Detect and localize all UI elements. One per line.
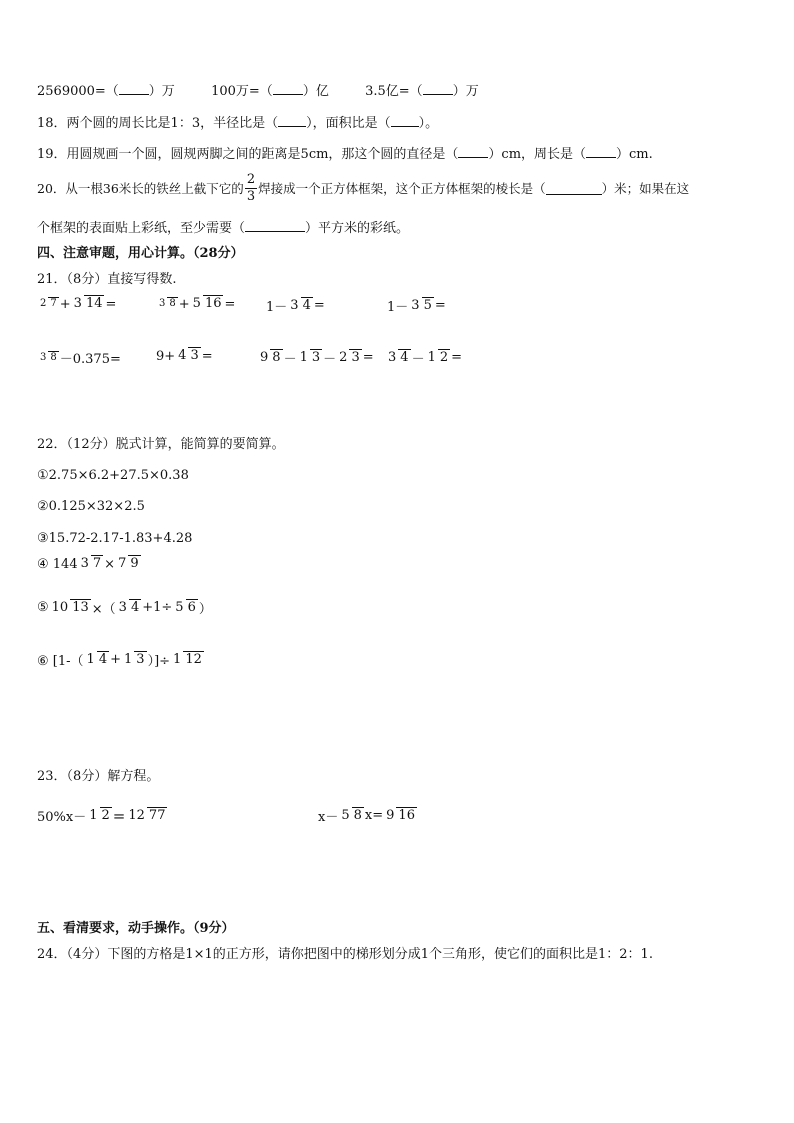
q17-row: 2569000=（ ）万 100万=（ ）亿 3.5亿=（ ）万 — [37, 84, 479, 99]
q21-expr-8: 3 4 － 1 2 = — [388, 349, 463, 367]
answer-blank[interactable] — [586, 145, 616, 158]
answer-blank[interactable] — [391, 114, 419, 127]
question-18: 18．两个圆的周长比是1：3，半径比是（ ），面积比是（ ）。 — [37, 116, 439, 131]
q22-item-4: ④ 144 3 7 × 7 9 — [37, 556, 139, 572]
q22-item-1: ①2.75×6.2+27.5×0.38 — [37, 468, 189, 483]
section-4-heading: 四、注意审题，用心计算。（28分） — [37, 246, 244, 261]
q21-expr-2: 3 8 + 5 16 = — [159, 296, 236, 312]
question-20: 20．从一根36米长的铁丝上截下它的 2 3 焊接成一个正方体框架，这个正方体框架的棱长是（ ）米；如果在这 — [37, 172, 690, 204]
question-22-title: 22．（12分）脱式计算，能简算的要简算。 — [37, 437, 285, 452]
q22-item-3: ③15.72-2.17-1.83+4.28 — [37, 531, 193, 546]
question-20-cont: 个框架的表面贴上彩纸，至少需要（ ）平方米的彩纸。 — [37, 221, 410, 236]
q21-expr-5: 3 8 －0.375= — [40, 351, 121, 367]
answer-blank[interactable] — [546, 182, 602, 195]
q23-equation-2: x－ 5 8 x= 9 16 — [318, 807, 415, 825]
q22-item-6: ⑥ [1-（ 1 4 + 1 3 ）]÷ 1 12 — [37, 651, 202, 669]
question-24: 24．（4分）下图的方格是1×1的正方形，请你把图中的梯形划分成1个三角形，使它们的面积比是1：2：1. — [37, 947, 653, 962]
question-23-title: 23．（8分）解方程。 — [37, 769, 160, 784]
q21-expr-4: 1－ 3 5 = — [387, 297, 446, 315]
q21-expr-7: 9 8 － 1 3 － 2 3 = — [260, 349, 374, 367]
q22-item-5: ⑤ 10 13 ×（ 3 4 +1÷ 5 6 ） — [37, 599, 212, 617]
q22-item-2: ②0.125×32×2.5 — [37, 499, 145, 514]
answer-blank[interactable] — [273, 82, 303, 95]
question-19: 19．用圆规画一个圆，圆规两脚之间的距离是5cm，那这个圆的直径是（ ）cm，周长是（ ）cm. — [37, 147, 653, 162]
q21-expr-6: 9+ 4 3 = — [156, 348, 213, 364]
answer-blank[interactable] — [458, 145, 488, 158]
q23-equation-1: 50%x－ 1 2 = 12 77 — [37, 806, 166, 825]
section-5-heading: 五、看清要求，动手操作。（9分） — [37, 921, 235, 936]
answer-blank[interactable] — [278, 114, 306, 127]
answer-blank[interactable] — [245, 219, 305, 232]
q21-expr-1: 2 7 + 3 14 = — [40, 296, 117, 312]
q21-expr-3: 1－ 3 4 = — [266, 297, 325, 315]
question-21-title: 21．（8分）直接写得数. — [37, 272, 177, 287]
answer-blank[interactable] — [423, 82, 453, 95]
answer-blank[interactable] — [119, 82, 149, 95]
fraction: 2 3 — [246, 172, 256, 204]
